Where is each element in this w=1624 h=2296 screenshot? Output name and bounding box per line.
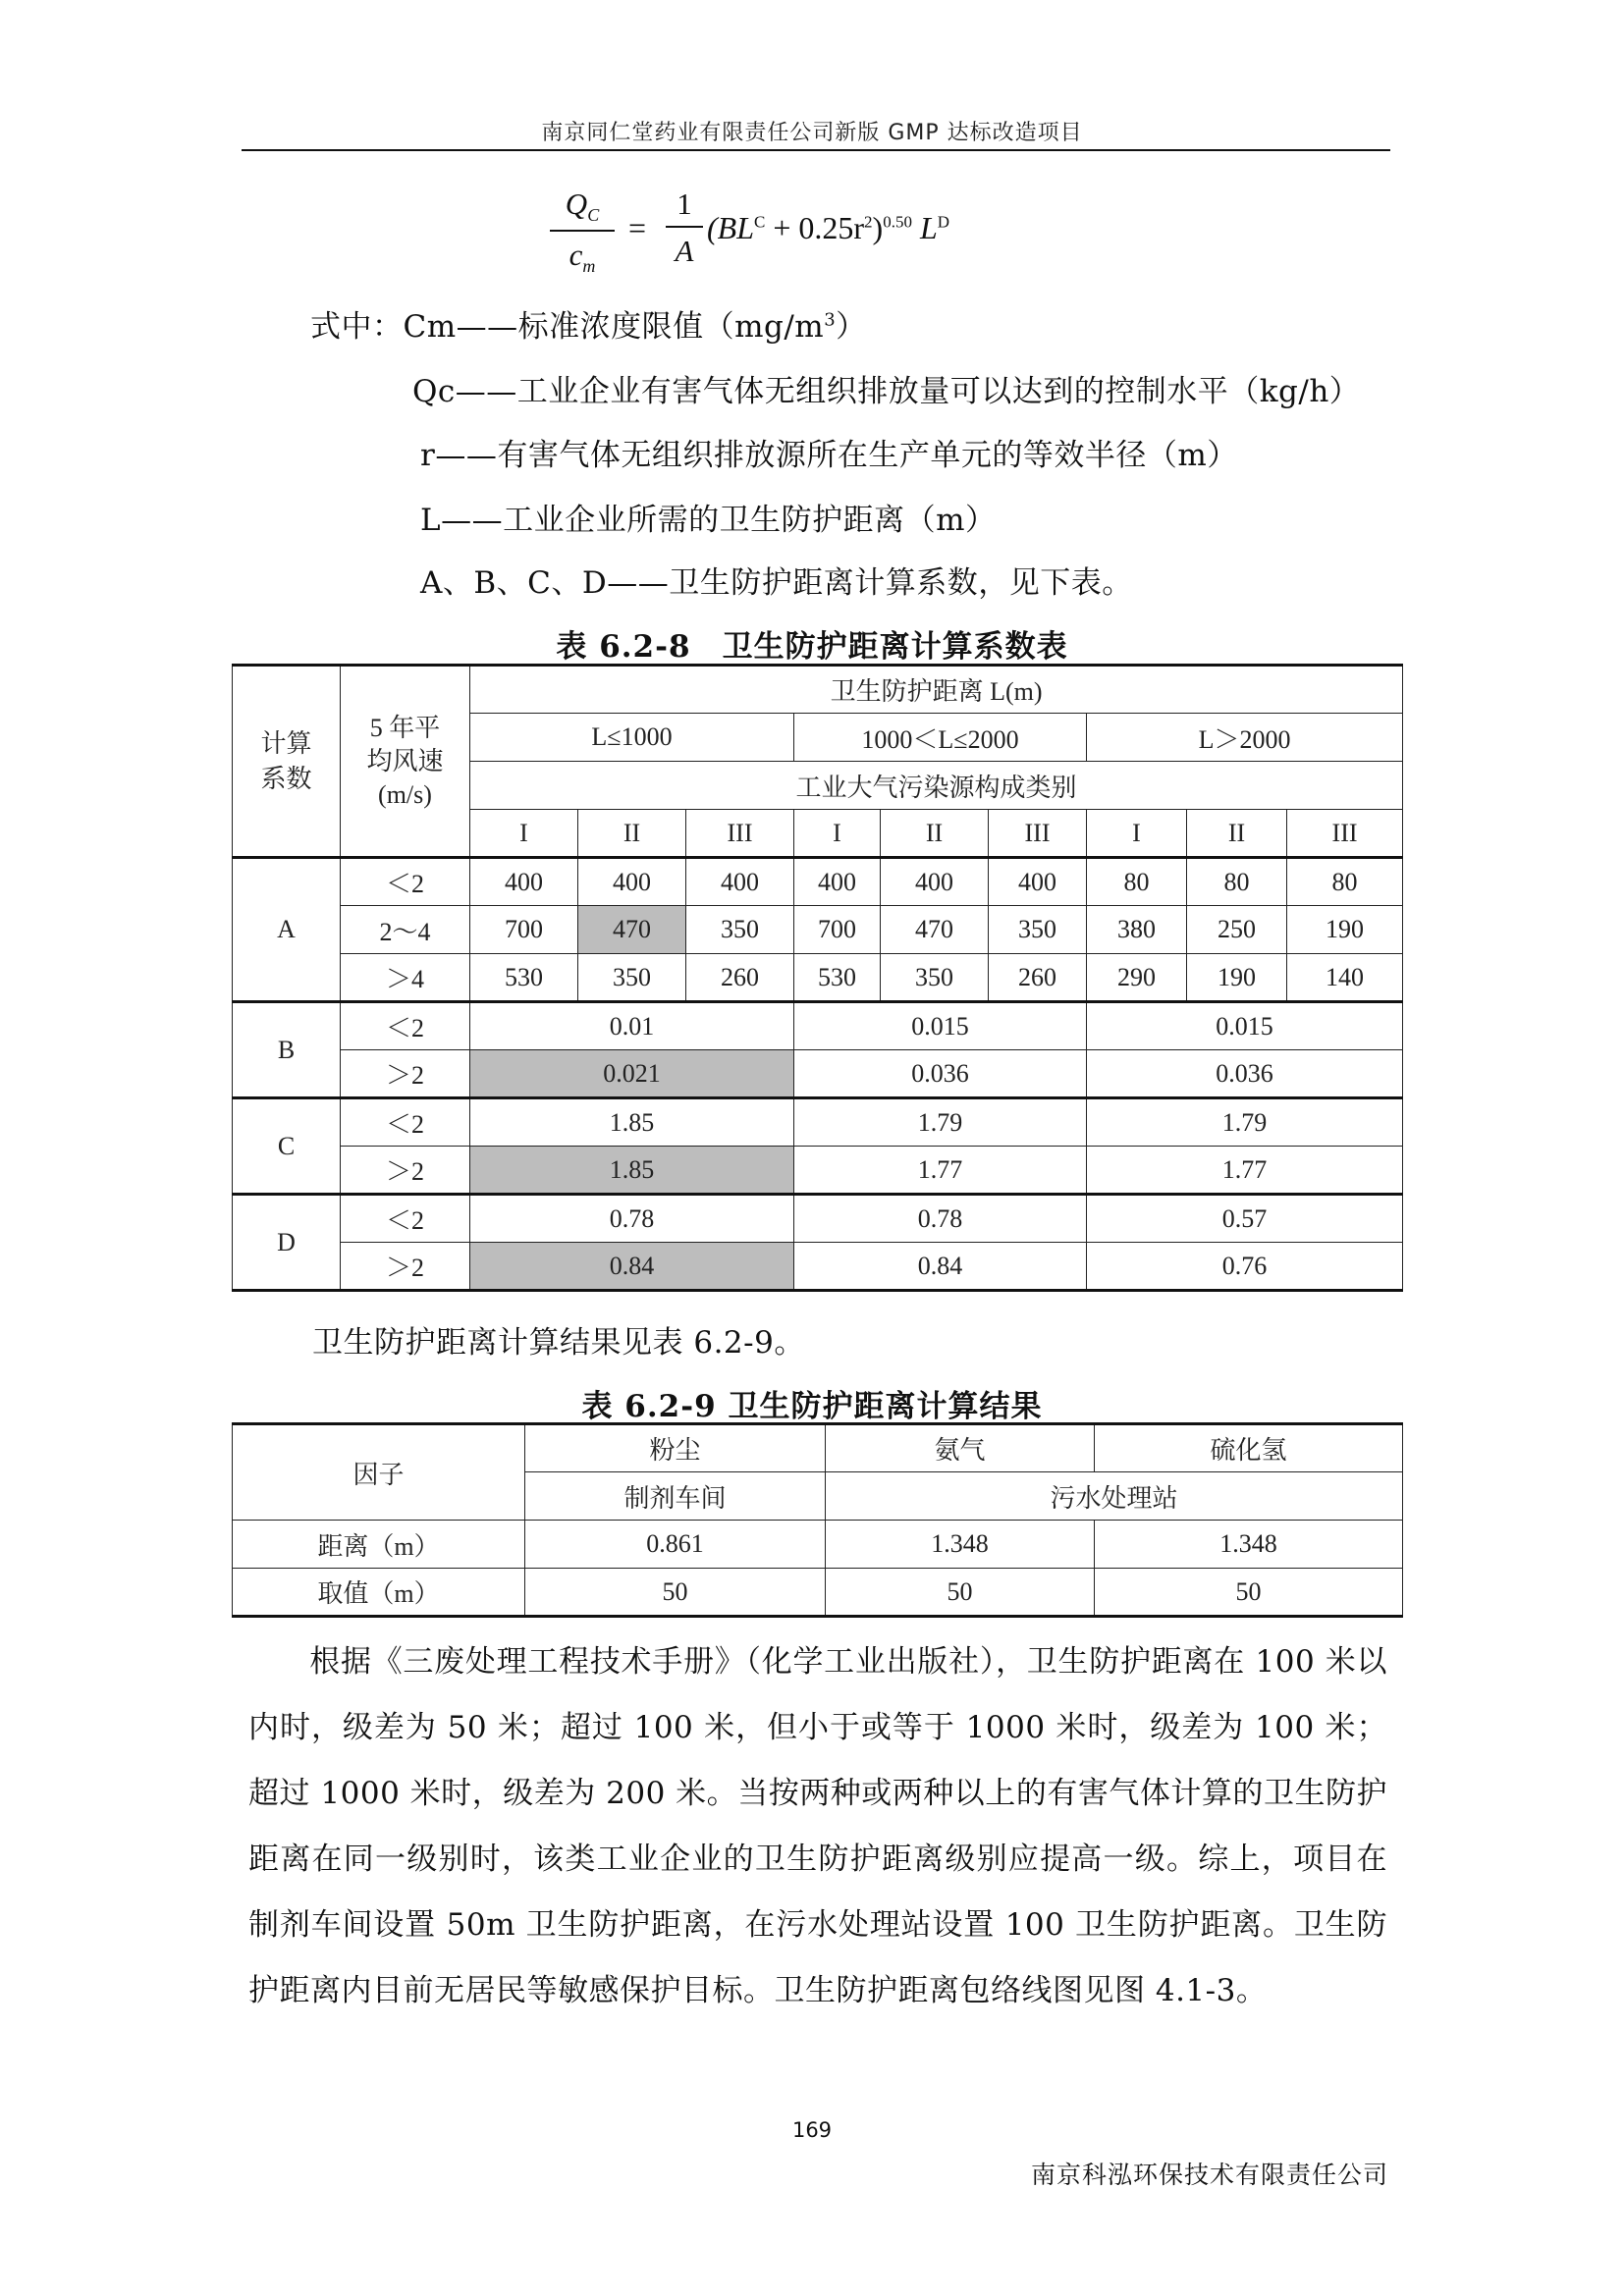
table-cell: 260 — [686, 954, 794, 1002]
col-header-wind: 5 年平均风速(m/s) — [341, 666, 470, 858]
table2-caption: 表 6.2-9 卫生防护距离计算结果 — [581, 1389, 1043, 1424]
table-cell: 350 — [686, 906, 794, 954]
page-number: 169 — [791, 2118, 833, 2142]
table-cell: 1.79 — [794, 1098, 1087, 1147]
table-cell: 190 — [1287, 906, 1403, 954]
wind-cell: ＜2 — [341, 858, 470, 906]
table-cell: 1.348 — [1095, 1521, 1403, 1569]
table-cell: 700 — [794, 906, 881, 954]
page-header-title: 南京同仁堂药业有限责任公司新版 GMP 达标改造项目 — [541, 121, 1083, 145]
formula-rhs-part: + 0.25r — [765, 210, 865, 245]
table-cell: 50 — [525, 1569, 826, 1617]
table1-caption: 表 6.2-8 卫生防护距离计算系数表 — [556, 629, 1068, 665]
table-cell: 1.79 — [1087, 1098, 1403, 1147]
formula-lhs-num: Q — [565, 187, 588, 221]
table-cell: 1.85 — [470, 1098, 794, 1147]
table-cell: 1.77 — [794, 1147, 1087, 1195]
class-header: I — [794, 810, 881, 858]
table-cell: 400 — [881, 858, 989, 906]
formula-coef-num: 1 — [666, 187, 703, 228]
row-label-distance: 距离（m） — [233, 1521, 525, 1569]
formula-rhs — [707, 210, 949, 246]
formula-coef-den: A — [675, 234, 694, 268]
table-cell: 0.036 — [794, 1050, 1087, 1098]
class-header: III — [686, 810, 794, 858]
formula-coef-fraction — [666, 187, 703, 269]
class-header: III — [1287, 810, 1403, 858]
class-header: III — [989, 810, 1087, 858]
range-header: L＞2000 — [1087, 714, 1403, 762]
formula-rhs-sup: 2 — [864, 212, 873, 232]
formula-lhs-num-sub: C — [587, 205, 600, 226]
formula-rhs-part: (BL — [707, 210, 754, 245]
definition-r: r——有害气体无组织排放源所在生产单元的等效半径（m） — [420, 438, 1238, 473]
table-cell: 0.015 — [794, 1002, 1087, 1050]
table-cell: 80 — [1187, 858, 1287, 906]
range-header: L≤1000 — [470, 714, 794, 762]
footer-company: 南京科泓环保技术有限责任公司 — [1030, 2161, 1388, 2189]
location-header: 制剂车间 — [525, 1472, 826, 1521]
col-header-coef: 计算系数 — [233, 666, 341, 858]
definition-l: L——工业企业所需的卫生防护距离（m） — [420, 503, 997, 538]
table-cell: 1.348 — [826, 1521, 1095, 1569]
table-cell: 400 — [686, 858, 794, 906]
table-cell: 380 — [1087, 906, 1187, 954]
table-cell: 250 — [1187, 906, 1287, 954]
table-cell: 0.78 — [794, 1195, 1087, 1243]
table-cell: 0.84 — [794, 1243, 1087, 1291]
distance-header: 卫生防护距离 L(m) — [470, 666, 1403, 714]
formula-rhs-part: L — [911, 210, 938, 245]
formula-rhs-sup: C — [754, 212, 766, 232]
coef-label-b: B — [233, 1002, 341, 1098]
table-cell-highlighted: 470 — [578, 906, 686, 954]
definition-abcd: A、B、C、D——卫生防护距离计算系数，见下表。 — [420, 565, 1133, 601]
formula-rhs-part: ) — [872, 210, 884, 245]
pollutant-header: 粉尘 — [525, 1424, 826, 1472]
wind-cell: ＜2 — [341, 1002, 470, 1050]
formula-equals: = — [628, 210, 647, 245]
definition-cm-sup: 3 — [824, 309, 837, 331]
table-cell: 80 — [1087, 858, 1187, 906]
class-header: II — [578, 810, 686, 858]
definition-cm-end: ） — [836, 309, 867, 345]
definition-cm — [310, 301, 867, 346]
formula-rhs-sup: D — [937, 212, 950, 232]
wind-cell: ＞4 — [341, 954, 470, 1002]
table-cell: 700 — [470, 906, 578, 954]
table-cell: 0.78 — [470, 1195, 794, 1243]
conclusion-paragraph-text: 根据《三废处理工程技术手册》（化学工业出版社），卫生防护距离在 100 米以内时，级差为 50 米；超过 100 米，但小于或等于 1000 米时，级差为 100 米；超过 1000 米时，级差为 200 米。当按两种或两种以上的有害气体计算的卫生防护距离在同一级别时，该类工业企业的卫生防护距离级别应提高一级。综上，项目在制剂车间设置 50m 卫生防护距离，在污水处理站设置 100 卫生防护距离。卫生防护距离内目前无居民等敏感保护目标。卫生防护距离包络线图见图 4.1-3。 — [248, 1644, 1387, 2008]
formula-lhs-den: c — [568, 238, 583, 273]
class-header: II — [881, 810, 989, 858]
wind-cell: ＞2 — [341, 1147, 470, 1195]
table-cell: 0.861 — [525, 1521, 826, 1569]
table-cell: 350 — [989, 906, 1087, 954]
row-label-value: 取值（m） — [233, 1569, 525, 1617]
wind-cell: ＞2 — [341, 1050, 470, 1098]
coef-label-a: A — [233, 858, 341, 1002]
table-cell: 190 — [1187, 954, 1287, 1002]
source-header: 工业大气污染源构成类别 — [470, 762, 1403, 810]
table-cell: 400 — [989, 858, 1087, 906]
wind-cell: ＜2 — [341, 1195, 470, 1243]
results-table — [232, 1422, 1403, 1618]
header-divider — [242, 149, 1390, 151]
wind-cell: ＞2 — [341, 1243, 470, 1291]
table-cell: 0.76 — [1087, 1243, 1403, 1291]
range-header: 1000＜L≤2000 — [794, 714, 1087, 762]
class-header: I — [1087, 810, 1187, 858]
table-cell-highlighted: 1.85 — [470, 1147, 794, 1195]
table-cell-highlighted: 0.021 — [470, 1050, 794, 1098]
distance-formula — [530, 187, 1119, 275]
table-cell: 1.77 — [1087, 1147, 1403, 1195]
coefficient-table — [232, 664, 1403, 1292]
table-cell: 350 — [578, 954, 686, 1002]
formula-lhs-fraction — [550, 187, 615, 277]
table-cell: 350 — [881, 954, 989, 1002]
results-reference-sentence: 卫生防护距离计算结果见表 6.2-9。 — [312, 1325, 805, 1361]
table-cell: 400 — [794, 858, 881, 906]
conclusion-paragraph — [248, 1629, 1387, 2024]
formula-rhs-sup: 0.50 — [883, 212, 912, 232]
location-header: 污水处理站 — [826, 1472, 1403, 1521]
table-cell: 530 — [794, 954, 881, 1002]
formula-lhs-den-sub: m — [582, 256, 596, 277]
factor-label: 因子 — [233, 1424, 525, 1521]
table-cell: 140 — [1287, 954, 1403, 1002]
table-cell: 0.036 — [1087, 1050, 1403, 1098]
coef-label-d: D — [233, 1195, 341, 1291]
table-cell: 0.57 — [1087, 1195, 1403, 1243]
table-cell: 0.015 — [1087, 1002, 1403, 1050]
pollutant-header: 硫化氢 — [1095, 1424, 1403, 1472]
table-cell: 400 — [578, 858, 686, 906]
table-cell: 0.01 — [470, 1002, 794, 1050]
definition-cm-text: 式中：Cm——标准浓度限值（mg/m — [310, 309, 825, 345]
pollutant-header: 氨气 — [826, 1424, 1095, 1472]
table-cell: 470 — [881, 906, 989, 954]
table-cell: 290 — [1087, 954, 1187, 1002]
definition-qc: Qc——工业企业有害气体无组织排放量可以达到的控制水平（kg/h） — [412, 374, 1361, 409]
class-header: II — [1187, 810, 1287, 858]
table-cell: 80 — [1287, 858, 1403, 906]
table-cell: 50 — [1095, 1569, 1403, 1617]
table-cell-highlighted: 0.84 — [470, 1243, 794, 1291]
class-header: I — [470, 810, 578, 858]
table-cell: 530 — [470, 954, 578, 1002]
table-cell: 260 — [989, 954, 1087, 1002]
table-cell: 400 — [470, 858, 578, 906]
wind-cell: ＜2 — [341, 1098, 470, 1147]
table-cell: 50 — [826, 1569, 1095, 1617]
coef-label-c: C — [233, 1098, 341, 1195]
wind-cell: 2～4 — [341, 906, 470, 954]
